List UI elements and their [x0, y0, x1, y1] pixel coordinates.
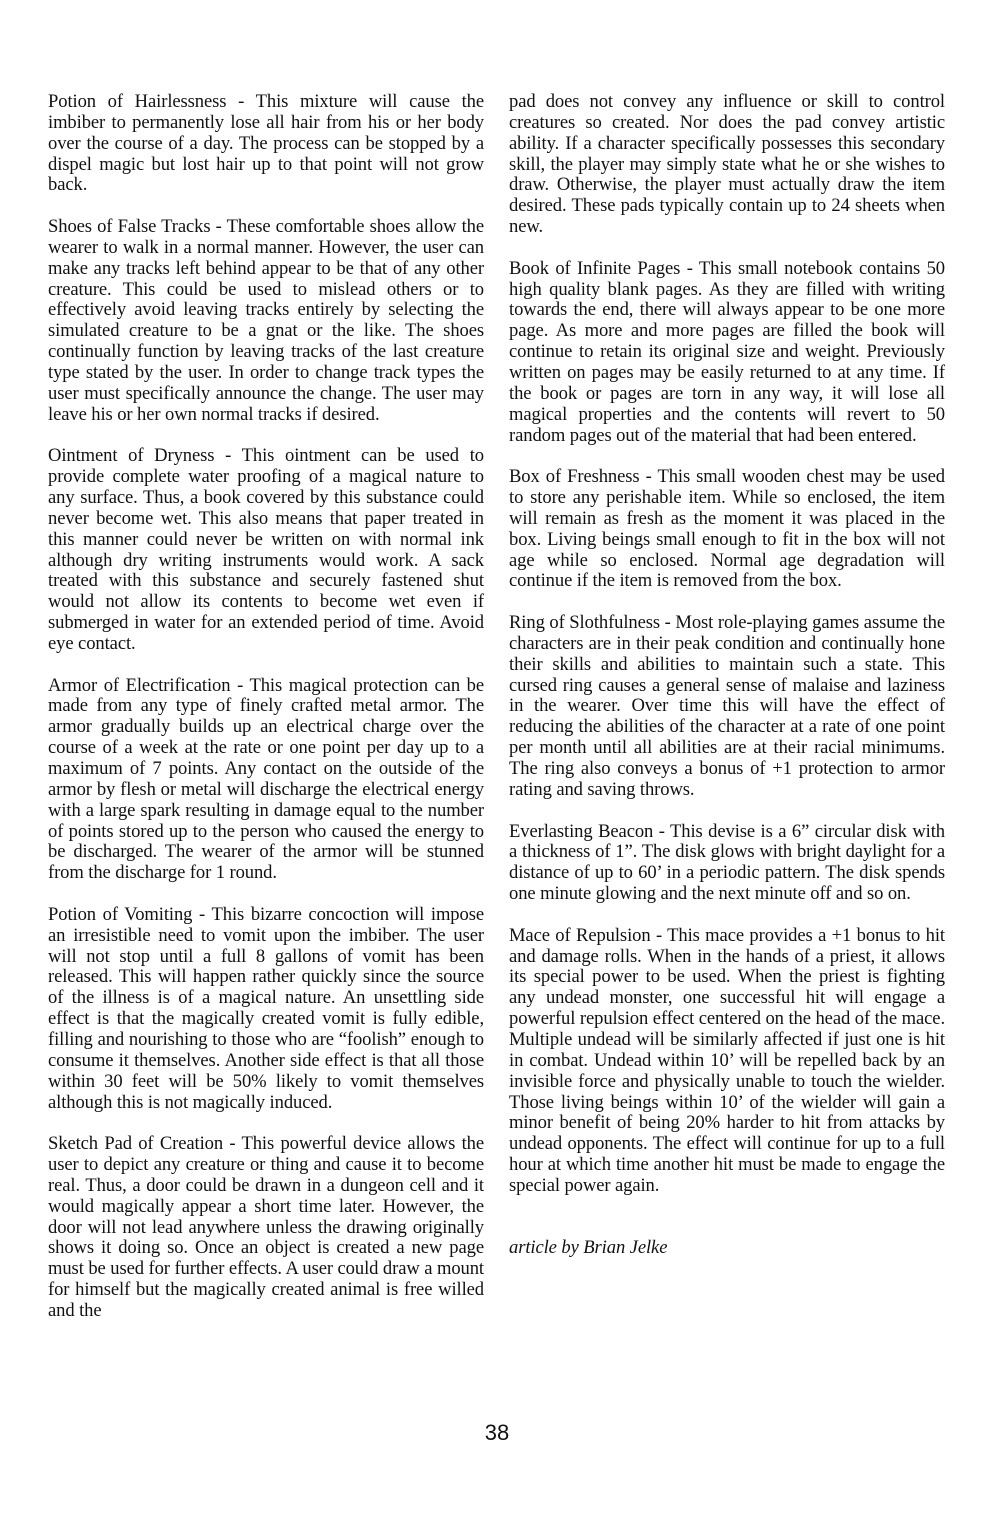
entry-book-of-infinite-pages: Book of Infinite Pages - This small notebook contains 50 high quality blank pages. As they are filled with writing towards the end, there will always appear to be one more page. As more and more pages are filled the book will continue to retain its original size and weight. Previously written on pages may be easily returned to at any time. If the book or pages are torn in any way, it will lose all magical properties and the contents will revert to 50 random pages out of the material that had been entered. [509, 257, 945, 446]
right-column [509, 92, 945, 1280]
entry-shoes-of-false-tracks: Shoes of False Tracks - These comfortable shoes allow the wearer to walk in a normal manner. However, the user can make any tracks left behind appear to be that of any other creature. This could be used to mislead others or to effectively avoid leaving tracks entirely by selecting the simulated creature to be a gnat or the like. The shoes continually function by leaving tracks of the last creature type stated by the user. In order to change track types the user must specifically announce the change. The user may leave his or her own normal tracks if desired. [48, 216, 484, 425]
entry-ring-of-slothfulness: Ring of Slothfulness - Most role-playing games assume the characters are in their peak condition and continually hone their skills and abilities to maintain such a state. This cursed ring causes a general sense of malaise and laziness in the wearer. Over time this will have the effect of reducing the abilities of the character at a rate of one point per month until all abilities are at their racial minimums. The ring also conveys a bonus of +1 protection to armor rating and saving throws. [509, 612, 945, 800]
entry-armor-of-electrification: Armor of Electrification - This magical protection can be made from any type of finely crafted metal armor. The armor gradually builds up an electrical charge over the course of a week at the rate or one point per day up to a maximum of 7 points. Any contact on the outside of the armor by flesh or metal will discharge the electrical energy with a large spark resulting in damage equal to the number of points stored up to the person who caused the energy to be discharged. The wearer of the armor will be stunned from the discharge for 1 round. [48, 674, 484, 884]
entry-potion-of-hairlessness: Potion of Hairlessness - This mixture will cause the imbiber to permanently lose all hair from his or her body over the course of a day. The process can be stopped by a dispel magic but lost hair up to that point will not grow back. [48, 91, 484, 196]
entry-potion-of-vomiting: Potion of Vomiting - This bizarre concoction will impose an irresistible need to vomit upon the imbiber. The user will not stop until a full 8 gallons of vomit has been released. This will happen rather quickly since the source of the illness is of a magical nature. An unsettling side effect is that the magically created vomit is fully edible, filling and nourishing to those who are “foolish” enough to consume it themselves. Another side effect is that all those within 30 feet will be 50% likely to vomit themselves although this is not magically induced. [48, 903, 484, 1113]
article-byline: article by Brian Jelke [509, 1237, 668, 1259]
entry-sketch-pad-continued: pad does not convey any influence or skill to control creatures so created. Nor does the pad convey artistic ability. If a character specifically possesses this secondary skill, the player may simply state what he or she wishes to draw. Otherwise, the player must actually draw the item desired. These pads typically contain up to 24 sheets when new. [509, 91, 945, 238]
left-column [48, 92, 484, 1322]
entry-mace-of-repulsion: Mace of Repulsion - This mace provides a +1 bonus to hit and damage rolls. When in the hands of a priest, it allows its special power to be used. When the priest is fighting any undead monster, one successful hit will engage a powerful repulsion effect centered on the head of the mace. Multiple undead will be similarly affected if just one is hit in combat. Undead within 10’ will be repelled back by an invisible force and physically unable to touch the wielder. Those living beings within 10’ of the wielder will gain a minor benefit of being 20% harder to hit from attacks by undead opponents. The effect will continue for up to a full hour at which time another hit must be made to engage the special power again. [509, 924, 945, 1196]
entry-box-of-freshness: Box of Freshness - This small wooden chest may be used to store any perishable item. While so enclosed, the item will remain as fresh as the moment it was placed in the box. Living beings small enough to fit in the box will not age while so enclosed. Normal age degradation will continue if the item is removed from the box. [509, 466, 945, 592]
entry-ointment-of-dryness: Ointment of Dryness - This ointment can be used to provide complete water proofing of a magical nature to any surface. Thus, a book covered by this substance could never become wet. This also means that paper treated in this manner could never be written on with normal ink although dry writing instruments would work. A sack treated with this substance and securely fastened shut would not allow its contents to become wet even if submerged in water for an extended period of time. Avoid eye contact. [48, 445, 484, 654]
page-number: 38 [484, 1420, 510, 1445]
entry-sketch-pad-of-creation: Sketch Pad of Creation - This powerful device allows the user to depict any creature or thing and cause it to become real. Thus, a door could be drawn in a dungeon cell and it would magically appear a short time later. However, the door will not lead anywhere unless the drawing originally shows it doing so. Once an object is created a new page must be used for further effects. A user could draw a mount for himself but the magically created animal is free willed and the [48, 1133, 484, 1321]
entry-everlasting-beacon: Everlasting Beacon - This devise is a 6” circular disk with a thickness of 1”. The disk glows with bright daylight for a distance of up to 60’ in a periodic pattern. The disk spends one minute glowing and the next minute off and so on. [509, 820, 945, 905]
